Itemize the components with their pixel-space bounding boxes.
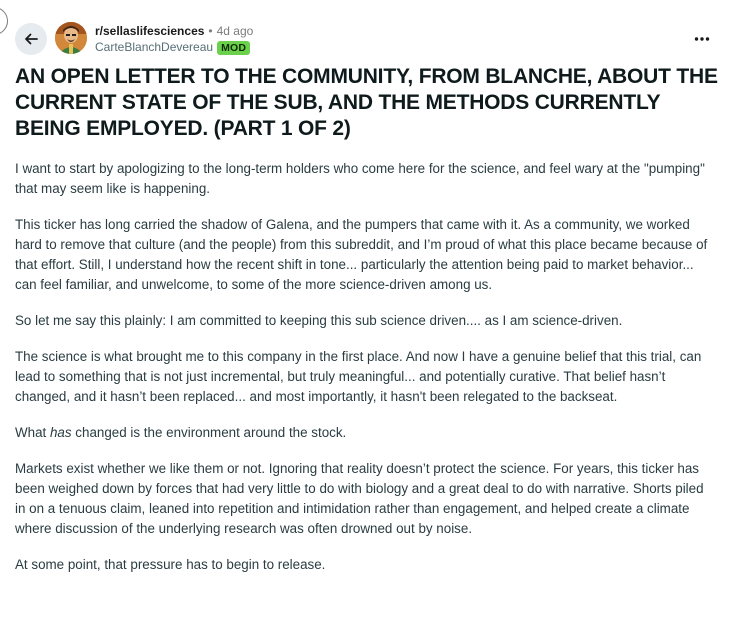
meta-separator: •	[208, 24, 213, 38]
avatar[interactable]	[55, 22, 87, 54]
emphasis-text: has	[49, 425, 72, 440]
paragraph: So let me say this plainly: I am committed to keeping this sub science driven.... as I am science-driven.	[15, 313, 623, 328]
paragraph-text: What	[15, 425, 50, 440]
user-avatar-image	[55, 22, 87, 54]
paragraph-text: changed is the environment around the stock.	[71, 425, 347, 440]
mod-badge: MOD	[217, 41, 250, 55]
post-body	[15, 159, 715, 591]
post-age: 4d ago	[216, 24, 254, 38]
post-title: AN OPEN LETTER TO THE COMMUNITY, FROM BLANCHE, ABOUT THE CURRENT STATE OF THE SUB, AND THE METHODS CURRENTLY BEING EMPLOYED. (PART 1 OF 2)	[15, 65, 718, 140]
partial-circle-button[interactable]	[0, 7, 8, 35]
subreddit-link[interactable]: r/sellaslifesciences	[95, 24, 205, 38]
arrow-left-icon	[23, 31, 39, 47]
more-horizontal-icon	[694, 36, 710, 42]
paragraph	[15, 423, 715, 443]
back-button[interactable]	[15, 23, 47, 55]
paragraph: Markets exist whether we like them or not. Ignoring that reality doesn’t protect the science. For years, this ticker has been weighed down by forces that had very little to do with biology and a great deal to do with narrative. Shorts piled in on a tenuous claim, leaned into repetition and intimidation rather than engagement, and helped create a climate where discussion of the underlying research was often drowned out by noise.	[15, 461, 704, 536]
author-link[interactable]: CarteBlanchDevereau	[95, 40, 214, 54]
post-meta	[95, 24, 253, 55]
post-header	[15, 18, 715, 60]
paragraph: I want to start by apologizing to the long-term holders who come here for the science, and feel wary at the "pumping" that may seem like is happening.	[15, 161, 705, 196]
more-options-button[interactable]	[689, 26, 715, 52]
paragraph: The science is what brought me to this company in the first place. And now I have a genuine belief that this trial, can lead to something that is not just incremental, but truly meaningful... and potentially curative. That belief hasn’t changed, and it hasn’t been replaced... and most importantly, it hasn't been relegated to the backseat.	[15, 349, 702, 404]
paragraph: This ticker has long carried the shadow of Galena, and the pumpers that came with it. As a community, we worked hard to remove that culture (and the people) from this subreddit, and I’m proud of what this place became because of that effort. Still, I understand how the recent shift in tone... particularly the attention being paid to market behavior... can feel familiar, and unwelcome, to some of the more science-driven among us.	[15, 217, 708, 292]
paragraph: At some point, that pressure has to begin to release.	[15, 557, 326, 572]
